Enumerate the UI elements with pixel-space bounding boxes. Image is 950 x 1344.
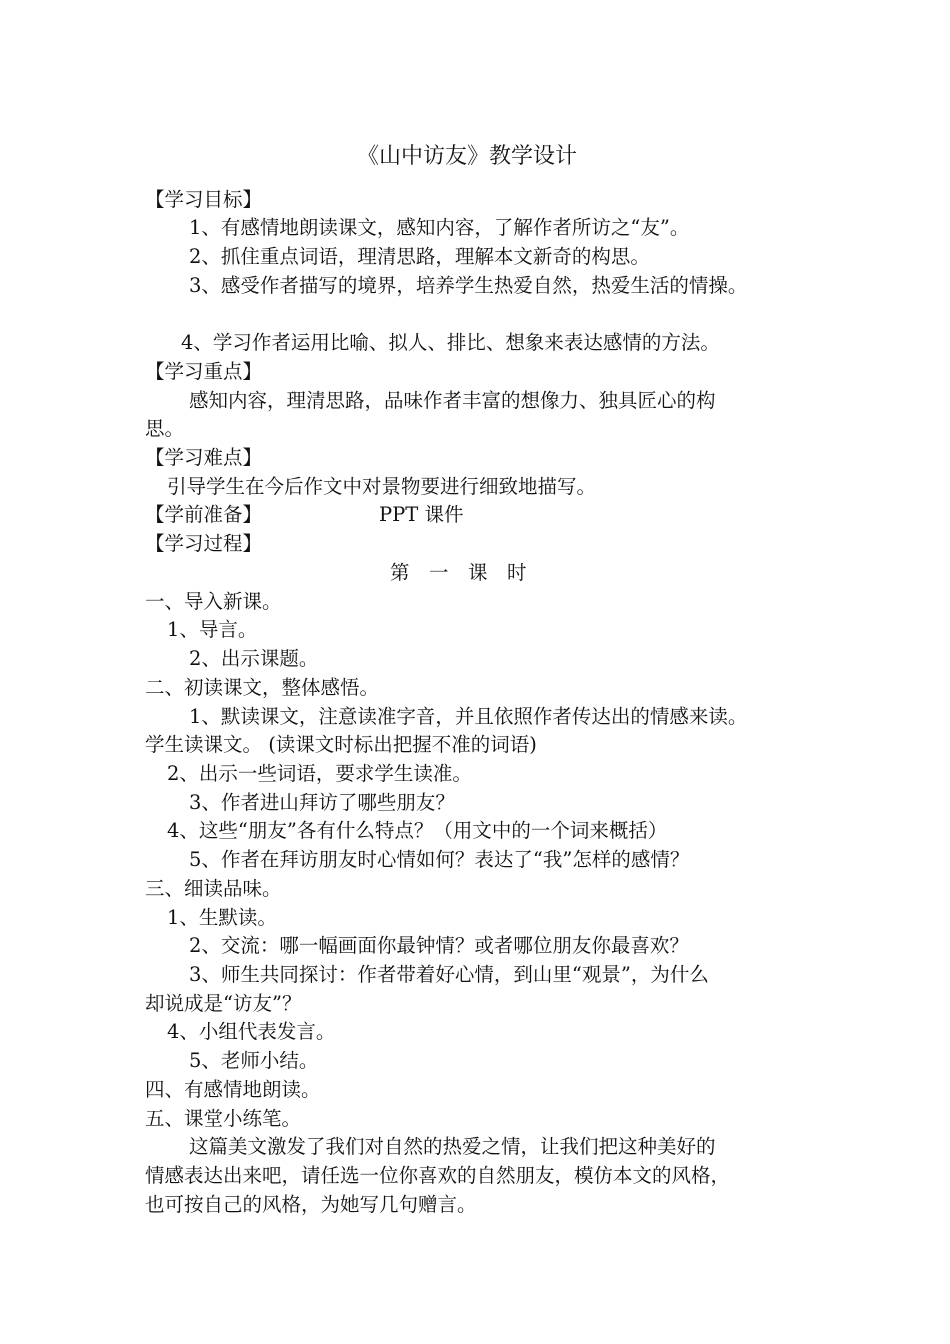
section-heading: 二、初读课文，整体感悟。 [145, 676, 380, 699]
list-item: 4、小组代表发言。 [167, 1020, 336, 1043]
list-item: 3、作者进山拜访了哪些朋友？ [189, 791, 455, 814]
goal-item: 1、有感情地朗读课文，感知内容，了解作者所访之“友”。 [189, 216, 690, 239]
section-heading: 一、导入新课。 [145, 590, 282, 613]
list-item: 1、导言。 [167, 618, 258, 641]
goal-item: 2、抓住重点词语，理清思路，理解本文新奇的构思。 [189, 245, 650, 268]
section-heading: 三、细读品味。 [145, 877, 282, 900]
preparation-heading: 【学前准备】 [145, 503, 263, 526]
list-item: 3、师生共同探讨：作者带着好心情，到山里“观景”，为什么 [189, 963, 709, 986]
paragraph-line: 情感表达出来吧，请任选一位你喜欢的自然朋友，模仿本文的风格， [145, 1164, 731, 1187]
document-title: 《山中访友》教学设计 [357, 144, 578, 169]
list-item: 2、出示一些词语，要求学生读准。 [167, 762, 472, 785]
key-points-text: 感知内容，理清思路，品味作者丰富的想像力、独具匠心的构 [189, 389, 716, 412]
key-points-text: 思。 [145, 417, 185, 440]
difficulties-text: 引导学生在今后作文中对景物要进行细致地描写。 [167, 475, 597, 498]
section-heading: 四、有感情地朗读。 [145, 1078, 321, 1101]
difficulties-heading: 【学习难点】 [145, 446, 263, 469]
list-item: 2、交流：哪一幅画面你最钟情？或者哪位朋友你最喜欢？ [189, 934, 689, 957]
list-item: 5、老师小结。 [189, 1049, 319, 1072]
list-item: 4、这些“朋友”各有什么特点？（用文中的一个词来概括） [167, 819, 668, 842]
preparation-value: PPT 课件 [379, 503, 464, 526]
goal-item: 4、学习作者运用比喻、拟人、排比、想象来表达感情的方法。 [181, 331, 720, 354]
list-item: 2、出示课题。 [189, 647, 319, 670]
list-item: 1、默读课文，注意读准字音，并且依照作者传达出的情感来读。 [189, 705, 748, 728]
section-heading: 五、课堂小练笔。 [145, 1107, 302, 1130]
list-item: 5、作者在拜访朋友时心情如何？表达了“我”怎样的感情？ [189, 848, 690, 871]
key-points-heading: 【学习重点】 [145, 360, 263, 383]
list-item: 却说成是“访友”？ [145, 992, 302, 1015]
goals-heading: 【学习目标】 [145, 188, 263, 211]
list-item: 1、生默读。 [167, 906, 277, 929]
paragraph-line: 这篇美文激发了我们对自然的热爱之情，让我们把这种美好的 [189, 1135, 716, 1158]
list-item: 学生读课文。 (读课文时标出把握不准的词语) [145, 733, 537, 756]
period-label: 第 一 课 时 [390, 561, 527, 584]
paragraph-line: 也可按自己的风格，为她写几句赠言。 [145, 1193, 477, 1216]
process-heading: 【学习过程】 [145, 532, 263, 555]
goal-item: 3、感受作者描写的境界，培养学生热爱自然，热爱生活的情操。 [189, 274, 748, 297]
